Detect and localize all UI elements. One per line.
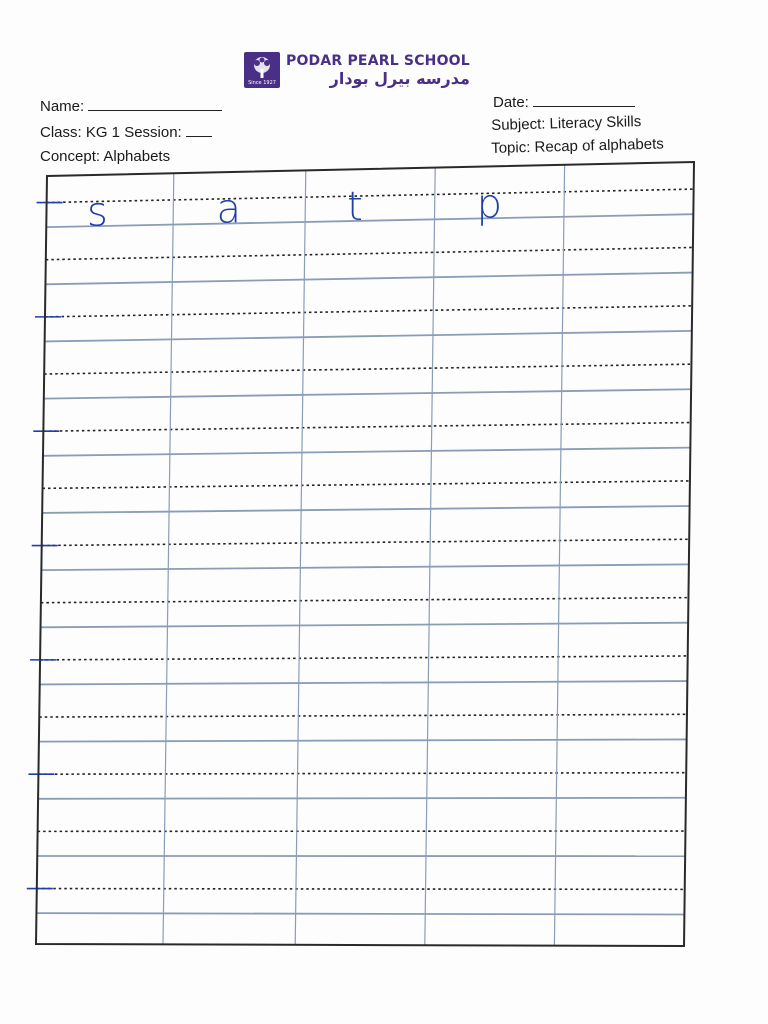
dotted-guide-line	[42, 539, 689, 545]
model-letter: t	[347, 184, 363, 231]
solid-guide-line	[41, 564, 689, 570]
dotted-guide-line	[40, 656, 688, 660]
subject-field: Subject: Literacy Skills	[491, 113, 642, 134]
column-divider	[163, 173, 174, 944]
column-divider	[295, 170, 306, 944]
column-divider	[425, 168, 435, 946]
solid-guide-line	[36, 913, 684, 914]
column-divider	[554, 165, 564, 946]
model-letter: s	[87, 189, 108, 236]
solid-guide-line	[38, 798, 686, 799]
dotted-guide-line	[37, 889, 685, 890]
school-name-arabic: مدرسه بيرل بودار	[329, 68, 470, 88]
school-name: PODAR PEARL SCHOOL	[286, 52, 470, 69]
topic-field: Topic: Recap of alphabets	[491, 135, 665, 157]
dotted-guide-line	[39, 714, 687, 717]
solid-guide-line	[43, 448, 690, 456]
model-letter: p	[476, 181, 502, 228]
dotted-guide-line	[47, 189, 694, 202]
dotted-guide-line	[46, 247, 693, 259]
solid-guide-line	[45, 273, 692, 285]
solid-guide-line	[42, 506, 689, 513]
grid-border	[36, 162, 694, 946]
concept-field: Concept: Alphabets	[40, 148, 171, 165]
dotted-guide-line	[43, 423, 690, 432]
solid-guide-line	[39, 739, 687, 741]
solid-guide-line	[40, 681, 688, 684]
date-label: Date:	[493, 94, 529, 111]
dotted-guide-line	[38, 773, 686, 775]
logo-since-label: Since 1927	[248, 80, 276, 86]
dotted-guide-line	[44, 364, 691, 374]
solid-guide-line	[41, 623, 689, 628]
name-label: Name:	[40, 98, 85, 115]
solid-guide-line	[44, 389, 691, 398]
model-letter: a	[216, 186, 241, 233]
dotted-guide-line	[43, 481, 690, 488]
class-label: Class: KG 1 Session:	[40, 124, 182, 141]
dotted-guide-line	[45, 306, 692, 317]
dotted-guide-line	[41, 598, 689, 603]
solid-guide-line	[45, 331, 692, 342]
solid-guide-line	[46, 214, 693, 227]
